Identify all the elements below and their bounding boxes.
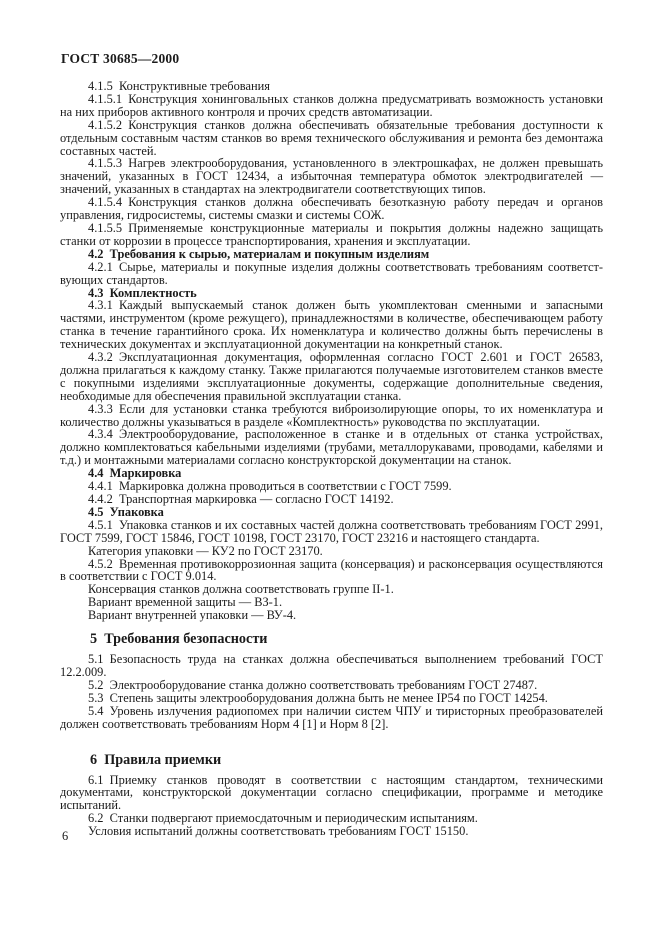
paragraph: 4.1.5.2 Конструкция станков должна обеспечивать обязательные требования доступности к отдельным составным частям станков во время технического обслуживания и ремонта без демонтажа составных частей.: [60, 117, 603, 158]
paragraph: Категория упаковки — КУ2 по ГОСТ 23170.: [88, 543, 323, 558]
paragraph: Консервация станков должна соответствовать группе II-1.: [88, 582, 394, 597]
clause-subheading: 4.4 Маркировка: [88, 466, 182, 481]
paragraph: 6.1 Приемку станков проводят в соответствии с настоящим стандартом, техническими документами, конструкторской документации согласно спецификации, программе и методике испытаний.: [60, 772, 603, 813]
paragraph: Вариант временной защиты — ВЗ-1.: [88, 595, 283, 610]
paragraph: 4.4.1 Маркировка должна проводиться в соответствии с ГОСТ 7599.: [88, 479, 452, 494]
paragraph: 4.3.2 Эксплуатационная документация, оформленная согласно ГОСТ 2.601 и ГОСТ 26583, должна прилагаться к каждому станку. Также прилагаются получаемые изготовителем станков вместе с покупными изделиями эксплуатационные документы, содержащие дополнительные сведения, необходимые для обеспечения правильной эксплуатации станка.: [60, 350, 603, 403]
paragraph: 5.3 Степень защиты электрооборудования должна быть не менее IP54 по ГОСТ 14254.: [88, 690, 548, 705]
paragraph: 4.1.5.5 Применяемые конструкционные материалы и покрытия должны надежно защищать станки от коррозии в процессе транспортирования, хранения и эксплуатации.: [60, 220, 603, 248]
document-body: [60, 80, 603, 838]
clause-subheading: 4.3 Комплектность: [88, 285, 197, 300]
paragraph: 6.2 Станки подвергают приемосдаточным и периодическим испытаниям.: [88, 811, 478, 826]
paragraph: 4.2.1 Сырье, материалы и покупные изделия должны соответствовать требованиям соответствующих стандартов.: [60, 259, 603, 287]
paragraph: Вариант внутренней упаковки — ВУ-4.: [88, 608, 297, 623]
section-heading: 6 Правила приемки: [90, 751, 222, 768]
paragraph: 4.1.5.4 Конструкция станков должна обеспечивать безотказную работу передач и органов управления, гидросистемы, системы смазки и системы СОЖ.: [60, 195, 603, 223]
paragraph: 4.5.1 Упаковка станков и их составных частей должна соответствовать требованиям ГОСТ 2991, ГОСТ 7599, ГОСТ 15846, ГОСТ 10198, ГОСТ 23170, ГОСТ 23216 и настоящего стандарта.: [60, 517, 603, 545]
paragraph: 5.4 Уровень излучения радиопомех при наличии систем ЧПУ и тиристорных преобразователей должен соответствовать требованиям Норм 4 [1] и Норм 8 [2].: [60, 703, 603, 731]
paragraph: 5.2 Электрооборудование станка должно соответствовать требованиям ГОСТ 27487.: [88, 677, 538, 692]
page-number: 6: [62, 829, 69, 843]
paragraph: 4.3.4 Электрооборудование, расположенное в станке и в отдельных от станка устройствах, должно комплектоваться кабельными изделиями (трубами, металлорукавами, проводами, кабелями и т.д.) и монтажными материалами согласно конструкторской документации на станок.: [60, 427, 603, 468]
paragraph: Условия испытаний должны соответствовать требованиям ГОСТ 15150.: [88, 824, 469, 839]
paragraph: 4.3.1 Каждый выпускаемый станок должен быть укомплектован сменными и запасными частями, инструментом (кроме режущего), принадлежностями в количестве, обеспечивающем работу станка в течение гарантийного срока. Их номенклатура и количество должны быть перечислены в технических документах и эксплуатационной документации на конкретный станок.: [60, 298, 603, 352]
clause-subheading: 4.2 Требования к сырью, материалам и покупным изделиям: [88, 246, 430, 261]
paragraph: 5.1 Безопасность труда на станках должна обеспечиваться выполнением требований ГОСТ 12.2.009.: [60, 652, 603, 679]
section-heading: 5 Требования безопасности: [90, 631, 268, 648]
paragraph: 4.1.5 Конструктивные требования: [88, 79, 270, 93]
paragraph: 4.5.2 Временная противокоррозионная защита (консервация) и расконсервация осуществляются в соответствии с ГОСТ 9.014.: [60, 556, 603, 584]
clause-subheading: 4.5 Упаковка: [88, 504, 164, 519]
paragraph: 4.4.2 Транспортная маркировка — согласно ГОСТ 14192.: [88, 492, 394, 506]
document-standard-designation: ГОСТ 30685—2000: [61, 51, 180, 66]
paragraph: 4.3.3 Если для установки станка требуются виброизолирующие опоры, то их номенклатура и количество должны указываться в разделе «Комплектность» руководства по эксплуатации.: [60, 401, 603, 429]
paragraph: 4.1.5.1 Конструкция хонинговальных станков должна предусматривать возможность установки на них приборов активного контроля и прочих средств автоматизации.: [60, 91, 603, 119]
paragraph: 4.1.5.3 Нагрев электрооборудования, установленного в электрошкафах, не должен превышать значений, указанных в ГОСТ 12434, а избыточная температура обмоток электродвигателей — значений, указанных в стандартах на электродвигатели соответствующих типов.: [60, 156, 603, 197]
